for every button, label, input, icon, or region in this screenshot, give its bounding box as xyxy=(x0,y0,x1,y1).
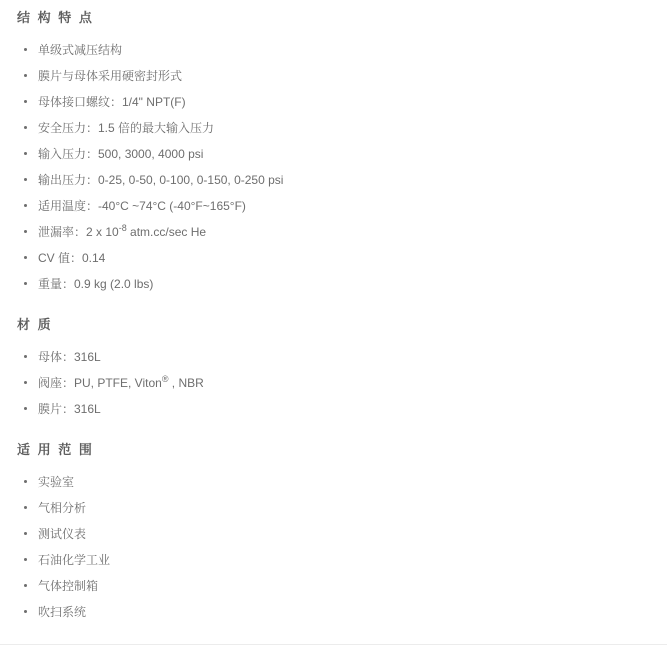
list-item xyxy=(17,199,647,213)
bullet-icon xyxy=(24,407,27,410)
list-item xyxy=(17,579,647,593)
item-text: 泄漏率：2 x 10 xyxy=(38,225,119,239)
item-text: 单级式减压结构 xyxy=(38,43,123,57)
bullet-icon xyxy=(24,506,27,509)
bullet-icon xyxy=(24,381,27,384)
list-item xyxy=(17,95,647,109)
bullet-icon xyxy=(24,256,27,259)
bullet-icon xyxy=(24,282,27,285)
bullet-icon xyxy=(24,74,27,77)
bullet-icon xyxy=(24,100,27,103)
item-text: 吹扫系统 xyxy=(38,605,87,619)
list-item xyxy=(17,527,647,541)
item-text: , NBR xyxy=(168,376,204,390)
list-item xyxy=(17,173,647,187)
superscript-text: -8 xyxy=(118,223,127,233)
bullet-icon xyxy=(24,532,27,535)
item-text: 输出压力：0-25, 0-50, 0-100, 0-150, 0-250 psi xyxy=(38,173,284,187)
item-text: 膜片：316L xyxy=(38,402,101,416)
bullet-icon xyxy=(24,584,27,587)
item-text: 实验室 xyxy=(38,475,75,489)
bullet-icon xyxy=(24,230,27,233)
item-text: 重量：0.9 kg (2.0 lbs) xyxy=(38,277,154,291)
list-item xyxy=(17,402,647,416)
item-text: 气相分析 xyxy=(38,501,87,515)
section-heading: 材 质 xyxy=(17,317,53,332)
list-item xyxy=(17,147,647,161)
bullet-icon xyxy=(24,178,27,181)
item-text: 输入压力：500, 3000, 4000 psi xyxy=(38,147,204,161)
list-item xyxy=(17,69,647,83)
item-text: 气体控制箱 xyxy=(38,579,99,593)
list-item xyxy=(17,121,647,135)
bullet-icon xyxy=(24,126,27,129)
item-text: 母体：316L xyxy=(38,350,101,364)
bullet-icon xyxy=(24,558,27,561)
list-item xyxy=(17,225,647,239)
item-text: atm.cc/sec He xyxy=(126,225,207,239)
list-item xyxy=(17,277,647,291)
list-item xyxy=(17,501,647,515)
list-item xyxy=(17,251,647,265)
item-text: 石油化学工业 xyxy=(38,553,111,567)
item-text: 安全压力：1.5 倍的最大输入压力 xyxy=(38,121,215,135)
bullet-icon xyxy=(24,480,27,483)
section-heading: 适 用 范 围 xyxy=(17,442,94,457)
list-item xyxy=(17,605,647,619)
bullet-icon xyxy=(24,610,27,613)
section-heading: 结 构 特 点 xyxy=(17,10,94,25)
item-text: CV 值：0.14 xyxy=(38,251,106,265)
bullet-icon xyxy=(24,48,27,51)
item-text: 阀座：PU, PTFE, Viton xyxy=(38,376,162,390)
section-list xyxy=(17,475,647,619)
list-item xyxy=(17,376,647,390)
superscript-text: ® xyxy=(161,374,169,384)
list-item xyxy=(17,475,647,489)
bullet-icon xyxy=(24,152,27,155)
bullet-icon xyxy=(24,355,27,358)
section-list xyxy=(17,43,647,291)
section-list xyxy=(17,350,647,416)
spec-content xyxy=(17,10,647,619)
item-text: 适用温度：-40°C ~74°C (-40°F~165°F) xyxy=(38,199,246,213)
item-text: 母体接口螺纹：1/4" NPT(F) xyxy=(38,95,186,109)
item-text: 膜片与母体采用硬密封形式 xyxy=(38,69,183,83)
list-item xyxy=(17,553,647,567)
list-item xyxy=(17,43,647,57)
list-item xyxy=(17,350,647,364)
bullet-icon xyxy=(24,204,27,207)
item-text: 测试仪表 xyxy=(38,527,87,541)
